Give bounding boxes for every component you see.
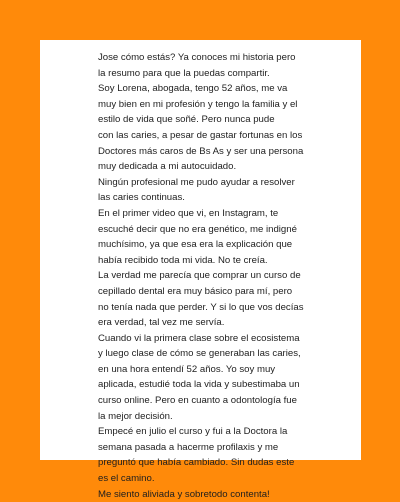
message-text bbox=[98, 50, 353, 502]
message-line: Empecé en julio el curso y fui a la Doctora la bbox=[98, 426, 288, 438]
message-line: Ningún profesional me pudo ayudar a resolver bbox=[98, 176, 295, 188]
message-line: estilo de vida que soñé. Pero nunca pude bbox=[98, 114, 275, 126]
message-line: había recibido toda mi vida. No te creía. bbox=[98, 254, 268, 266]
message-line: muy dedicada a mi autocuidado. bbox=[98, 161, 237, 173]
message-line: la resumo para que la puedas compartir. bbox=[98, 67, 270, 79]
message-line: semana pasada a hacerme profilaxis y me bbox=[98, 441, 279, 453]
message-line: cepillado dental era muy básico para mí, pero bbox=[98, 285, 293, 297]
message-line: escuché decir que no era genético, me indigné bbox=[98, 223, 297, 235]
message-line: Me siento aliviada y sobretodo contenta! bbox=[98, 488, 270, 500]
message-line: Cuando vi la primera clase sobre el ecosistema bbox=[98, 332, 300, 344]
message-line: Jose cómo estás? Ya conoces mi historia pero bbox=[98, 52, 296, 63]
message-line: aplicada, estudié toda la vida y subestimaba un bbox=[98, 379, 300, 391]
message-line: no tenía nada que perder. Y si lo que vos decías bbox=[98, 301, 304, 313]
message-line: muchísimo, ya que esa era la explicación que bbox=[98, 239, 293, 251]
message-line: es el camino. bbox=[98, 473, 155, 485]
message-line: curso online. Pero en cuanto a odontología fue bbox=[98, 395, 297, 407]
message-line: muy bien en mi profesión y tengo la familia y el bbox=[98, 98, 298, 110]
message-line: preguntó que había cambiado. Sin dudas este bbox=[98, 457, 295, 469]
message-line: Doctores más caros de Bs As y ser una persona bbox=[98, 145, 304, 157]
message-line: Soy Lorena, abogada, tengo 52 años, me va bbox=[98, 83, 288, 95]
message-line: las caries continuas. bbox=[98, 192, 185, 204]
message-line: En el primer video que vi, en Instagram, te bbox=[98, 207, 279, 219]
message-line: con las caries, a pesar de gastar fortunas en los bbox=[98, 129, 303, 141]
message-line: en una hora entendí 52 años. Yo soy muy bbox=[98, 363, 276, 375]
message-line: La verdad me parecía que comprar un curso de bbox=[98, 270, 301, 282]
message-card bbox=[40, 40, 361, 500]
message-line: era verdad, tal vez me servía. bbox=[98, 317, 225, 329]
message-line: la mejor decisión. bbox=[98, 410, 173, 422]
message-line: y luego clase de cómo se generaban las caries, bbox=[98, 348, 301, 360]
